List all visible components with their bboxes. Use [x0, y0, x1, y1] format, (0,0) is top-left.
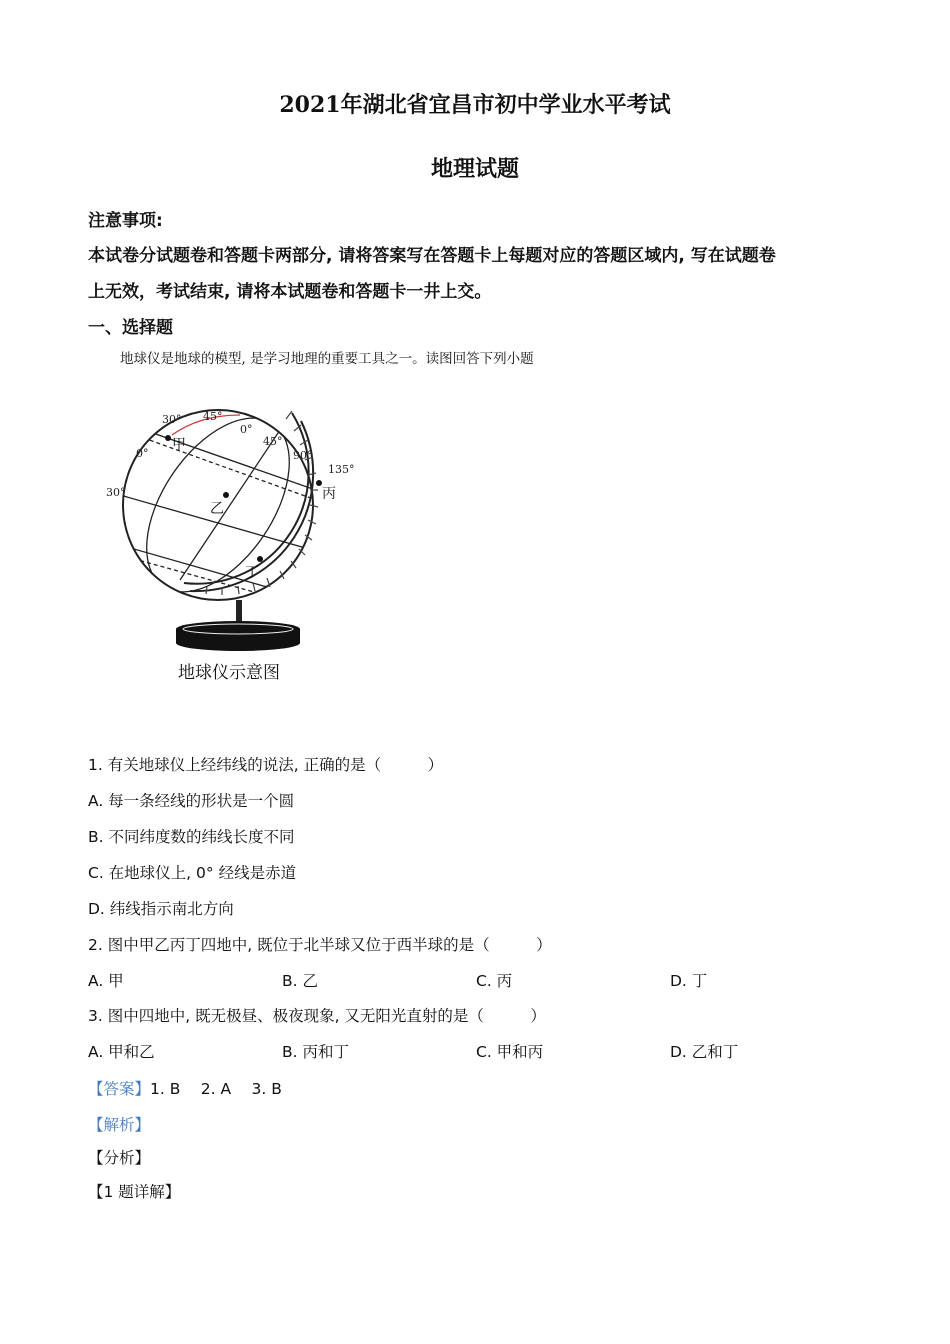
point-jia-label: 甲 — [172, 437, 186, 453]
page-subtitle: 地理试题 — [430, 156, 519, 182]
eq-0-label: 0° — [136, 447, 149, 460]
question-2-option-a: A. 甲 — [88, 972, 124, 990]
question-1-stem: 1. 有关地球仪上经纬线的说法, 正确的是（ ） — [88, 756, 444, 774]
answer-line — [88, 1077, 282, 1099]
notice-heading: 注意事项: — [88, 211, 163, 231]
lon-90-label: 90° — [293, 449, 313, 462]
lon-0-label: 0° — [240, 423, 253, 436]
lat-30-top-label: 30° — [162, 413, 182, 426]
answer-label: 【答案】 — [88, 1080, 151, 1098]
answer-value: 1. B 2. A 3. B — [150, 1080, 282, 1098]
question-2-stem: 2. 图中甲乙丙丁四地中, 既位于北半球又位于西半球的是（ ） — [88, 936, 552, 954]
question-1-option-d: D. 纬线指示南北方向 — [88, 900, 234, 918]
point-yi-label: 乙 — [210, 501, 224, 517]
notice-line-1: 本试卷分试题卷和答题卡两部分, 请将答案写在答题卡上每题对应的答题区域内, 写在试题卷 — [88, 246, 776, 266]
page-title: 2021年湖北省宜昌市初中学业水平考试 — [279, 92, 671, 118]
detail-1-label: 【1 题详解】 — [88, 1183, 181, 1201]
lon-45-left-label: 45° — [203, 410, 223, 423]
question-3-option-a: A. 甲和乙 — [88, 1043, 155, 1061]
figure-caption: 地球仪示意图 — [178, 663, 280, 683]
question-1-option-c: C. 在地球仪上, 0° 经线是赤道 — [88, 864, 297, 882]
question-3-option-c: C. 甲和丙 — [476, 1043, 544, 1061]
point-ding-label: 丁 — [245, 565, 259, 581]
question-3-option-d: D. 乙和丁 — [670, 1043, 739, 1061]
section-intro: 地球仪是地球的模型, 是学习地理的重要工具之一。读图回答下列小题 — [120, 351, 534, 367]
question-3-option-b: B. 丙和丁 — [282, 1043, 349, 1061]
question-1-option-b: B. 不同纬度数的纬线长度不同 — [88, 828, 295, 846]
point-bing-label: 丙 — [322, 486, 336, 502]
question-2-option-d: D. 丁 — [670, 972, 708, 990]
notice-line-2: 上无效，考试结束, 请将本试题卷和答题卡一井上交。 — [88, 282, 492, 302]
globe-figure — [100, 405, 355, 695]
question-3-stem: 3. 图中四地中, 既无极昼、极夜现象, 又无阳光直射的是（ ） — [88, 1007, 546, 1025]
question-2-option-b: B. 乙 — [282, 972, 318, 990]
question-1-option-a: A. 每一条经线的形状是一个圆 — [88, 792, 295, 810]
globe-illustration — [100, 405, 355, 695]
section-heading: 一、选择题 — [88, 318, 173, 338]
lon-135-label: 135° — [328, 463, 355, 476]
fenxi-label: 【分析】 — [88, 1149, 151, 1167]
lat-30-bottom-label: 30° — [106, 486, 126, 499]
lon-45-mid-label: 45° — [263, 435, 283, 448]
question-2-option-c: C. 丙 — [476, 972, 513, 990]
analysis-label: 【解析】 — [88, 1116, 151, 1134]
